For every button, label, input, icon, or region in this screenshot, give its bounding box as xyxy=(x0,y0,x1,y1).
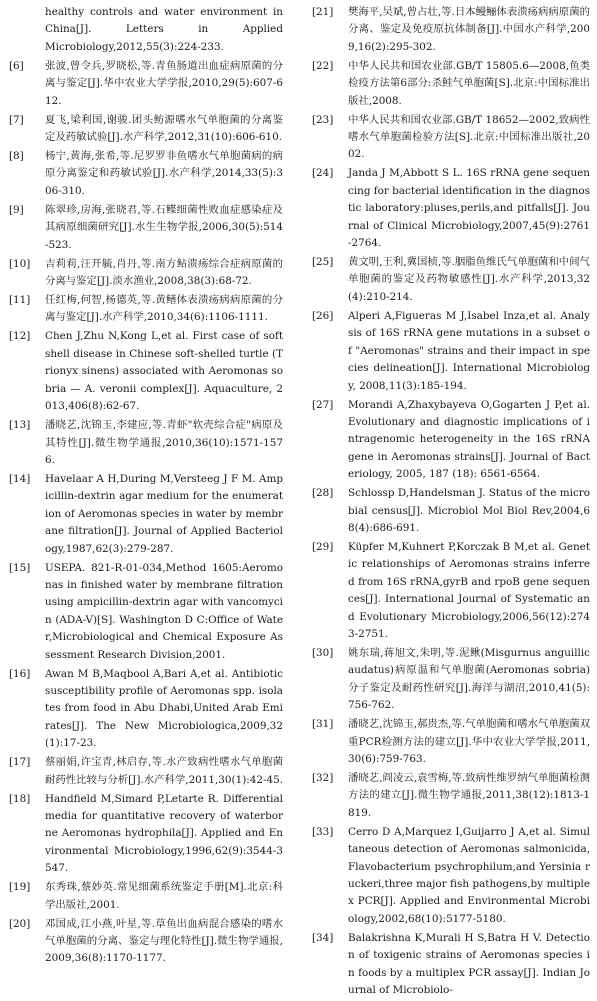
reference-text: Chen J,Zhu N,Kong L,et al. First case of soft shell disease in Chinese soft-shelled turtle (Trionyx sinens) associated with Aeromonas sobria — A. veronii complex[J]. Aquaculture, 2013,406(8):62-67. xyxy=(45,330,283,413)
reference-text: 姚东瑞,蒋旭文,朱明,等.泥鳅(Misgurnus anguillicaudatus)病原温和气单胞菌(Aeromonas sobria)分子鉴定及耐药性研究[J].海洋与湖沼,2010,41(5):756-762. xyxy=(348,646,590,712)
reference-entry xyxy=(312,165,590,252)
reference-text: USEPA. 821-R-01-034,Method 1605:Aeromonas in finished water by membrane filtration using ampicillin-dextrin agar with vancomycin (ADA-V)[S]. Washington D C:Office of Water,Microbiological and Chemical Exposure Assessment Research Division,2001. xyxy=(45,561,283,661)
reference-number: [26] xyxy=(312,309,334,322)
reference-entry xyxy=(9,916,283,968)
reference-number: [20] xyxy=(9,917,31,930)
reference-text: Janda J M,Abbott S L. 16S rRNA gene sequencing for bacterial identification in the diagnostic laboratory:pluses,perils,and pitfalls[J]. Journal of Clinical Microbiology,2007,45(9):2761-2764. xyxy=(348,167,591,250)
reference-number: [28] xyxy=(312,487,334,500)
reference-entry xyxy=(9,58,283,110)
reference-text: 邓国成,江小燕,叶星,等.草鱼出血病混合感染的嗜水气单胞菌的分离、鉴定与理化特性[J].微生物学通报,2009,36(8):1170-1177. xyxy=(45,917,283,965)
reference-number: [29] xyxy=(312,540,334,553)
reference-number: [16] xyxy=(9,667,31,680)
reference-number: [14] xyxy=(9,472,31,485)
reference-number: [6] xyxy=(9,59,24,72)
reference-text: Schlossp D,Handelsman J. Status of the microbial census[J]. Microbiol Mol Biol Rev,2004,68(4):686-691. xyxy=(348,487,590,534)
reference-number: [18] xyxy=(9,792,31,805)
reference-entry xyxy=(9,292,283,327)
reference-text: 中华人民共和国农业部.GB/T 15805.6—2008,鱼类检疫方法第6部分:杀鲑气单胞菌[S].北京:中国标准出版社,2008. xyxy=(348,59,590,107)
reference-entry xyxy=(312,539,590,643)
reference-text: 东秀珠,蔡妙英.常见细菌系统鉴定手册[M].北京:科学出版社,2001. xyxy=(45,881,283,911)
reference-text: 潘晓艺,阎凌云,袁雪梅,等.致病性维罗纳气单胞菌检测方法的建立[J].微生物学通报,2011,38(12):1813-1819. xyxy=(348,772,590,819)
reference-number: [10] xyxy=(9,257,31,270)
reference-entry xyxy=(9,202,283,254)
reference-entry xyxy=(312,397,590,484)
reference-entry xyxy=(9,148,283,200)
reference-text: 夏飞,梁利国,谢骏.团头鲂源嗜水气单胞菌的分离鉴定及药敏试验[J].水产科学,2012,31(10):606-610. xyxy=(45,113,283,144)
reference-number: [15] xyxy=(9,561,31,574)
reference-entry xyxy=(312,485,590,537)
reference-entry xyxy=(9,112,283,147)
reference-continuation: healthy controls and water environment in China[J]. Letters in Applied Microbiology,2012,55(3):224-233. xyxy=(45,6,283,53)
reference-text: 张波,曾令兵,罗晓松,等.青鱼肠道出血症病原菌的分离与鉴定[J].华中农业大学学报,2010,29(5):607-612. xyxy=(45,59,283,107)
reference-entry xyxy=(9,256,283,291)
reference-number: [24] xyxy=(312,167,334,180)
reference-entry xyxy=(9,666,283,753)
right-column xyxy=(312,4,590,1001)
reference-number: [8] xyxy=(9,150,24,163)
reference-number: [22] xyxy=(312,59,334,72)
reference-entry xyxy=(312,112,590,164)
reference-entry xyxy=(9,791,283,878)
reference-text: 杨宁,黄海,张希,等.尼罗罗非鱼嗜水气单胞菌病的病原分离鉴定和药敏试验[J].水产科学,2014,33(5):306-310. xyxy=(45,150,283,197)
reference-text: Alperi A,Figueras M J,Isabel Inza,et al. Analysis of 16S rRNA gene mutations in a subset of "Aeromonas" strains and their impact in species delineation[J]. International Microbiology, 2008,11(3):185-194. xyxy=(348,309,590,392)
reference-entry xyxy=(312,770,590,822)
reference-entry xyxy=(312,716,590,768)
reference-text: Küpfer M,Kuhnert P,Korczak B M,et al. Genetic relationships of Aeromonas strains inferred from 16S rRNA,gyrB and rpoB gene sequences[J]. International Journal of Systematic and Evolutionary Microbiology,2006,56(12):2743-2751. xyxy=(348,540,590,640)
reference-number: [19] xyxy=(9,881,31,894)
reference-text: 吉莉莉,汪开毓,肖丹,等.南方鲇溃疡综合症病原菌的分离与鉴定[J].淡水渔业,2008,38(3):68-72. xyxy=(45,257,283,288)
reference-text: Havelaar A H,During M,Versteeg J F M. Ampicillin-dextrin agar medium for the enumeration of Aeromonas species in water by membrane filtration[J]. Journal of Applied Bacteriology,1987,62(3):279-287. xyxy=(45,472,283,555)
reference-text: 蔡丽娟,许宝青,林启存,等.水产致病性嗜水气单胞菌耐药性比较与分析[J].水产科学,2011,30(1):42-45. xyxy=(45,756,284,786)
reference-number: [21] xyxy=(312,6,334,18)
reference-number: [7] xyxy=(9,113,24,126)
reference-entry xyxy=(312,4,590,56)
right-reference-list xyxy=(312,4,590,999)
reference-text: 陈翠珍,房海,张晓君,等.石鲽细菌性败血症感染症及其病原细菌研究[J].水生生物学报,2006,30(5):514-523. xyxy=(45,203,283,251)
reference-number: [27] xyxy=(312,398,334,411)
reference-number: [13] xyxy=(9,419,31,432)
reference-entry xyxy=(312,254,590,306)
reference-text: Awan M B,Maqbool A,Bari A,et al. Antibiotic susceptibility profile of Aeromonas spp. isolates from food in Abu Dhabi,United Arab Emirates[J]. The New Microbiologica,2009,32(1):17-23. xyxy=(45,667,283,750)
reference-number: [31] xyxy=(312,718,334,731)
reference-entry xyxy=(9,754,283,789)
reference-number: [33] xyxy=(312,825,334,838)
reference-entry xyxy=(9,328,283,415)
reference-number: [11] xyxy=(9,294,31,307)
reference-text: 黄文明,王利,冀国桢,等.胭脂鱼维氏气单胞菌和中间气单胞菌的鉴定及药物敏感性[J].水产科学,2013,32(4):210-214. xyxy=(348,256,590,303)
reference-text: Cerro D A,Marquez I,Guijarro J A,et al. Simultaneous detection of Aeromonas salmonicida,Flavobacterium psychrophilum,and Yersinia ruckeri,three major fish pathogens,by multiplex PCR[J]. Applied and Environmental Microbiology,2002,68(10):5177-5180. xyxy=(348,825,590,925)
reference-text: 樊海平,吴斌,曾占壮,等.日本鳗鲡体表溃疡病病原菌的分离、鉴定及免疫原抗体制备[J].中国水产科学,2009,16(2):295-302. xyxy=(348,6,590,53)
left-reference-list xyxy=(9,58,283,968)
reference-text: Handfield M,Simard P,Letarte R. Differential media for quantitative recovery of waterborne Aeromonas hydrophila[J]. Applied and Environmental Microbiology,1996,62(9):3544-3547. xyxy=(45,792,283,875)
reference-entry xyxy=(312,645,590,715)
reference-number: [34] xyxy=(312,931,334,944)
reference-entry xyxy=(9,560,283,664)
reference-number: [25] xyxy=(312,256,334,269)
reference-entry xyxy=(9,879,283,914)
reference-number: [9] xyxy=(9,203,24,216)
reference-entry xyxy=(312,824,590,928)
reference-number: [32] xyxy=(312,772,334,784)
reference-text: 潘晓艺,沈锦玉,李建应,等.青虾"软壳综合症"病原及其特性[J].微生物学通报,2010,36(10):1571-1576. xyxy=(45,419,283,466)
reference-text: 中华人民共和国农业部.GB/T 18652—2002,致病性嗜水气单胞菌检验方法[S].北京:中国标准出版社,2002. xyxy=(348,113,590,161)
reference-text: Morandi A,Zhaxybayeva O,Gogarten J P,et al. Evolutionary and diagnostic implications of intragenomic heterogeneity in the 16S rRNA gene in Aeromonas strains[J]. Journal of Bacteriology, 2005, 187 (18): 6561-6564. xyxy=(348,398,590,481)
reference-number: [17] xyxy=(9,756,31,769)
reference-number: [12] xyxy=(9,330,31,343)
reference-number: [23] xyxy=(312,113,334,126)
reference-text: 任红梅,何智,杨德英,等.黄鳝体表溃疡病病原菌的分离与鉴定[J].水产科学,2010,34(6):1106-1111. xyxy=(45,294,283,324)
reference-entry xyxy=(312,930,590,1000)
reference-entry xyxy=(9,417,283,469)
reference-entry xyxy=(312,308,590,395)
reference-text: 潘晓艺,沈锦玉,郝贵杰,等.气单胞菌和嗜水气单胞菌双重PCR检测方法的建立[J].华中农业大学学报,2011,30(6):759-763. xyxy=(348,718,590,765)
reference-number: [30] xyxy=(312,646,334,659)
left-column xyxy=(9,4,283,969)
reference-entry xyxy=(9,471,283,558)
reference-entry xyxy=(312,58,590,110)
reference-text: Balakrishna K,Murali H S,Batra H V. Detection of toxigenic strains of Aeromonas species in foods by a multiplex PCR assay[J]. Indian Journal of Microbiolo- xyxy=(348,931,590,997)
